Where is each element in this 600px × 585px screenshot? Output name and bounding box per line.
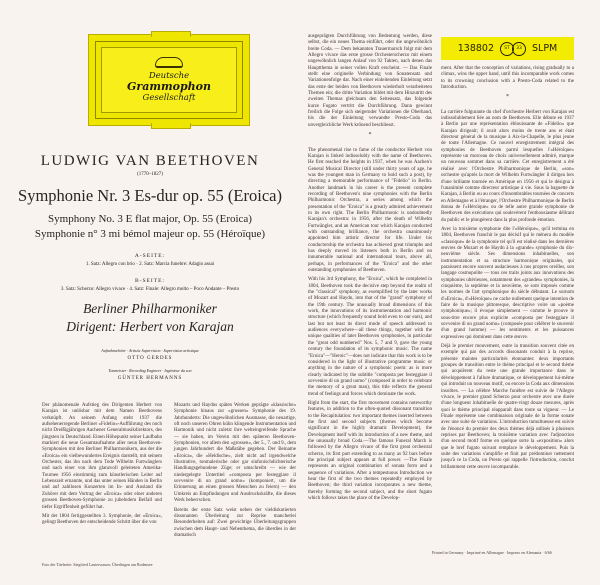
logo-line-2: Grammophon xyxy=(127,80,211,93)
credit-role-engineer: Tonmeister · Recording Engineer · Ingénieur du son xyxy=(108,368,192,373)
conductor-name: Dirigent: Herbert von Karajan xyxy=(66,319,234,334)
rpm-33-icon: 33 xyxy=(512,42,526,56)
notes-paragraph: Mozarts und Haydns späten Werken geprägte »klassische« Symphonie hinaus zur »grossen« Symphonie des 19. Jahrhunderts: Die ungewöhnlichen Ausmasse, die neuartige, oft noch unseren Ohren kühn klingende Instrumentation und Harmonik und nicht zuletzt ihre welteingreifende Sprache — sie haben, im Verein mit den späteren Beethoven-Symphonien, vor allem den »grossen«, der 5., 7. und 9., dem jungen Jahrhundert die Maßstäbe gegeben. Der Beiname »Eroica«, die »Heldische«, zielt nicht auf irgendwelche illustrative, tonmalerische oder gar sinfonischdichterische Handlungsgebundene Züge; er umschreibt — wie der niedergelegte Untertitel »composta per festeggiare il sovvenire di un grand uomo« (komponiert, um die Erinnerung an einen grossen Menschen zu feiern) — den Umkreis an Empfindungen und Ausdruckskräfte, die dieses Werk beherrschen. xyxy=(174,403,296,504)
notes-paragraph: With his 3rd Symphony, the "Eroica", which he completed in 1804, Beethoven took the decisive step beyond the realm of the "classical" symphony, as exemplified by the later works of Mozart and Haydn, into that of the "grand" symphony of the 19th century. The unusually broad dimensions of this work, the innovations of its instrumentation and harmonic structure (which frequently sound bold even to our ears), and last but not least its direct mode of speech addressed to audiences everywhere—all these things, together with the unique qualities of later Beethoven symphonies, in particular the "great odd numbered" Nos. 5, 7 and 9, gave the young century the foundation of its symphonic music. The name "Eroica"—"Heroic"—does not indicate that this work is to be considered in the light of illustrative programme music or anything in the nature of a symphonic poem: as is more clearly indicated by the subtitle "composta per festeggiare il sovvenire di un grand uomo" (composed in order to celebrate the memory of a great man), this title reflects the general trend of feelings and forces which dominate the work. xyxy=(308,277,432,397)
notes-paragraph: La carrière fulgurante du chef d'orchestre Herbert von Karajan est indissolublement liée au nom de Beethoven. Elle débute en 1937 à Berlin par une représentation éblouissante de «Fidelio» que Karajan dirigeait; il avait alors moins de trente ans et était directeur général de la musique à Aix-la-Chapelle, le plus jeune de toute l'Allemagne. Ce nouvel enregistrement intégral des symphonies de Beethoven parmi lesquelles l'«Héroïque» représente un morceau de choix universellement admiré, marque un nouveau sommet dans sa carrière. Cet enregistrement a été réalisé avec l'Orchestre Philharmonique de Berlin, «son» orchestre qu'après la mort de Wilhelm Furtwängler il dirigea lors d'une brillante tournée en Amérique en 1956 et qui le désigna à l'unanimité comme directeur artistique à vie. Sous la baguette de Karajan, à Berlin ou au cours d'innombrables tournées de concerts en Allemagne et à l'étranger, l'Orchestre Philharmonique de Berlin donna de l'«Héroïque» ou de telle autre grande symphonie de Beethoven des exécutions qui soulevèrent l'enthousiasme délirant du public et le plongèrent dans la plus profonde émotion. xyxy=(441,109,574,223)
notes-column-4 xyxy=(441,66,574,474)
printed-in-line: Printed in Germany · Imprimé en Allemagne · Impreso en Alemania · 6/66 xyxy=(432,550,552,555)
composer-name: LUDWIG VAN BEETHOVEN xyxy=(40,153,260,169)
logo-frame-ornament-bottom xyxy=(151,123,191,129)
logo-line-3: Gesellschaft xyxy=(142,93,196,103)
notes-german-col2 xyxy=(174,403,296,542)
work-title-english: Symphony No. 3 E flat major, Op. 55 (Eroica) xyxy=(48,213,252,225)
side-a-label: A-SEITE: xyxy=(134,253,166,259)
notes-paragraph: The phenomenal rise to fame of the conductor Herbert von Karajan is linked indissolubly with the name of Beethoven. He first reached the heights in 1937, when he was Aachen's General Musical Director (still under thirty years of age, he was the youngest man in Germany to hold such a post), by directing a memorable performance of "Fidelio" in Berlin. Another landmark in his career is the present complete recording of Beethoven's nine symphonies with the Berlin Philharmonic Orchestra, a series among which the presentation of the "Eroica" is a greatly admired achievement in its own right. The Berlin Philharmonic is undoubtedly Karajan's orchestra: in 1956, after the death of Wilhelm Furtwängler, and an American tour which Karajan conducted with outstanding brilliance, the orchestra unanimously appointed him artistic director for life. Under his conductorship the orchestra has achieved great triumphs and has deeply moved its listeners both in Berlin and on innumerable national and international tours, above all, perhaps, in performances of the "Eroica" and the other outstanding symphonies of Beethoven. xyxy=(308,147,432,274)
notes-paragraph: Déjà le premier mouvement, outre la transition souvent citée en exemple qui par des accords dissonants conduit à la reprise, présente maintes particularités étonnantes: deux importants groupes de transition entre le thème principal et le second thème qui acquièrent du reste une grande importance dans le développement à l'allure dramatique, ce développement lui-même qui introduit un nouveau motif, ou encore la Coda aux dimensions insolites. — La célèbre Marche funèbre est suivie de l'Allegro vivace, le premier grand Scherzo pour orchestre avec une durée d'une longueur inhabituelle de quatre-vingt douze mesures, après quoi le thème principal réapparaît dans toute sa vigueur. — Le Finale représente une combinaison originale de la forme sonate avec une suite de variations. L'introduction tumultueuse est suivie de l'énoncé du premier des deux thèmes déjà utilisés à plusieurs reprises par Beethoven; la troisième variation avec l'adjonction d'un second motif forme en quelque sorte la «exposition» alors que le bref fugato suivant remplace le développement. Puis la suite des variations s'amplifie et finit par prédominer nettement jusqu'à ce la Coda, un Presto qui rappelle l'introduction, conclut brillamment cette œuvre incomparable. xyxy=(441,344,574,470)
composer-dates: (1770–1827) xyxy=(137,172,163,177)
tulip-crown-icon xyxy=(155,57,183,68)
notes-paragraph: Der phänomenale Aufstieg des Dirigenten Herbert von Karajan ist unlösbar mit dem Namen Beethovens verknüpft. An seinem Anfang steht 1937 die aufsehenerregende Berliner »Fidelio«-Aufführung des noch nicht Dreißigjährigen Aachener Generalmusikdirektors, des jüngsten in Deutschland. Einen Höhepunkt seiner Laufbahn markiert die neue Gesamtaufnahme aller neun Beethoven-Symphonien mit den Berliner Philharmonikern, aus der die »Eroica« ein vielbewundertes Ereignis darstellt, mit seinem Orchester, das ihn nach dem Tode Wilhelm Furtwänglers und nach einer von ihm glanzvoll geleiteten Amerika-Tournee 1956 einstimmig zum künstlerischen Leiter auf Lebenszeit ernannte, und das unter seinen Händen in Berlin und auf zahllosen Konzerten im In- und Ausland die Zuhörer mit dem Vortrag der »Eroica« oder einer anderen grossen Beethoven-Symphonie zu jubelndem Beifall und tiefer Ergriffenheit geführt hat. xyxy=(42,403,162,510)
section-divider-asterisk: * xyxy=(368,132,372,139)
credit-name-supervision: OTTO GERDES xyxy=(127,356,173,361)
credit-role-supervision: Aufnahmeleiter · Artistic Supervision · Supervision artistique xyxy=(101,348,199,353)
catalog-number: 138802 xyxy=(457,43,494,54)
stereo-33-badge xyxy=(500,42,526,56)
notes-paragraph: Right from the start, the first movement contains noteworthy features, in addition to the often-quoted dissonant transition to the Recapitulation: two important themes inserted between the first and second subjects (themes which become significant in the highly dramatic Development), the Development itself with its introduction of a new theme, and the unusually broad Coda.—The famous Funeral March is followed by the Allegro vivace of the first great orchestral scherzo, its first part extending to as many as 92 bars before the principal subject appears at full power. —The Finale represents an original combination of sonata form and a sequence of variations. After a tempestuous Introduction we hear the first of the two themes repeatedly employed by Beethoven; the third variation incorporates a new theme, thereby forming the second subject, and the short fugato which follows takes the place of the Develop- xyxy=(308,400,432,502)
catalog-number-box xyxy=(441,37,574,60)
side-b-tracks: 3. Satz: Scherzo: Allegro vivace · 4. Satz: Finale: Allegro molto – Poco Andante – Presto xyxy=(60,287,240,292)
notes-column-3 xyxy=(308,34,432,505)
notes-german-col1 xyxy=(42,403,162,530)
stereo-icon: ST xyxy=(500,42,514,56)
work-title-german: Symphonie Nr. 3 Es-dur op. 55 (Eroica) xyxy=(18,186,282,205)
notes-paragraph: Mit der 1804 fertiggestellten 3. Symphonie, der »Eroica«, gelingt Beethoven der entscheidende Schritt über die von xyxy=(42,513,162,526)
notes-paragraph: ment. After that the conception of variations, rising gradually to a climax, wins the upper hand, until this incomparable work comes to its crowning conclusion with a Presto-Coda related to the Introduction. xyxy=(441,66,574,91)
notes-paragraph: ausgeprägten Durchführung von Bedeutung werden, diese selbst, die ein neues Thema einführt, oder die ungewöhnlich breite Coda. — Dem bekannten Trauermarsch folgt mit dem Allegro vivace das erste grosse Orchesterscherzo mit einem ungewöhnlich langen Anlauf von 92 Takten, nach denen das Hauptthema in seiner vollen Kraft erscheint. — Das Finale stellt eine originelle Verbindung von Sonatensatz und Variationenfolge dar. Nach einer einleitenden Einleitung setzt das erste der beiden von Beethoven wiederholt verarbeiteten Themen ein; die dritte Variation bildet mit dem Hinzutritt des zweiten Themas gleichsam den Seitensatz, das folgende kurze Fugato vertritt die Durchführung. Dann gewinnt freilich die Folge sich steigernder Variationen die Oberhand, bis die der Einleitung verwandte Presto-Coda das unvergleichliche Werk krönend beschliesst. xyxy=(308,34,432,128)
work-title-french: Symphonie n° 3 mi bémol majeur op. 55 (Héroïque) xyxy=(34,228,266,240)
orchestra-name: Berliner Philharmoniker xyxy=(83,301,217,316)
notes-paragraph: Bereits der erste Satz weist neben der vieldiskutierten dissonanten Überleitung zur Reprise mancherlei Besonderheiten auf: Zwei gewichtige Überleitungsgruppen zwischen dem Haupt- und Nebenthema, die überdies in der dramatisch xyxy=(174,507,296,538)
logo-frame-ornament-top xyxy=(151,31,191,37)
side-a-tracks: 1. Satz: Allegro con brio · 2. Satz: Marcia funebre: Adagio assai xyxy=(85,262,215,267)
deutsche-grammophon-logo xyxy=(88,34,250,126)
logo-cartouche xyxy=(101,47,237,113)
section-divider-asterisk: * xyxy=(506,94,509,101)
notes-paragraph: Avec la troisième symphonie dite l'«Héroïque», qu'il termina en 1804, Beethoven franchit le pas décisif qui le mènera du modèle «classique» de la symphonie tel qu'il est réalisé dans les dernières œuvres de Mozart et de Haydn à la «grande» symphonie du dix-neuvième siècle. Ses dimensions inhabituelles, son instrumentation et sa structure harmonique originales, qui paraissent encore souvent audacieuses à nos propres oreilles, son langage cosmopolite — tous ces traits joints aux innovations des symphonies ultérieures, notamment des «grandes» symphonies, la cinquième, la septième et la neuvième, se sont imposés comme les normes de l'art symphonique du siècle débutant. Le surnom d'«Eroica», d'«Héroïque» ne cache nullement quelque intention de faire de la musique pittoresque, descriptive voire un «poème symphonique»; il évoque simplement — comme le prouve le sous-titre encore plus explicite «composta per festeggiare il sovvenire di un grand uomo» (composée pour célébrer le souvenir d'un grand homme) — les sentiments et les puissances expressives qui dominent dans cette œuvre. xyxy=(441,226,574,340)
credit-name-engineer: GÜNTER HERMANNS xyxy=(117,376,183,381)
photo-credit: Foto der Titelseite: Siegfried Lauterwasser, Überlingen am Bodensee xyxy=(42,562,153,567)
catalog-series: SLPM xyxy=(532,43,558,54)
logo-line-1: Deutsche xyxy=(148,71,190,81)
side-b-label: B-SEITE: xyxy=(135,278,165,284)
